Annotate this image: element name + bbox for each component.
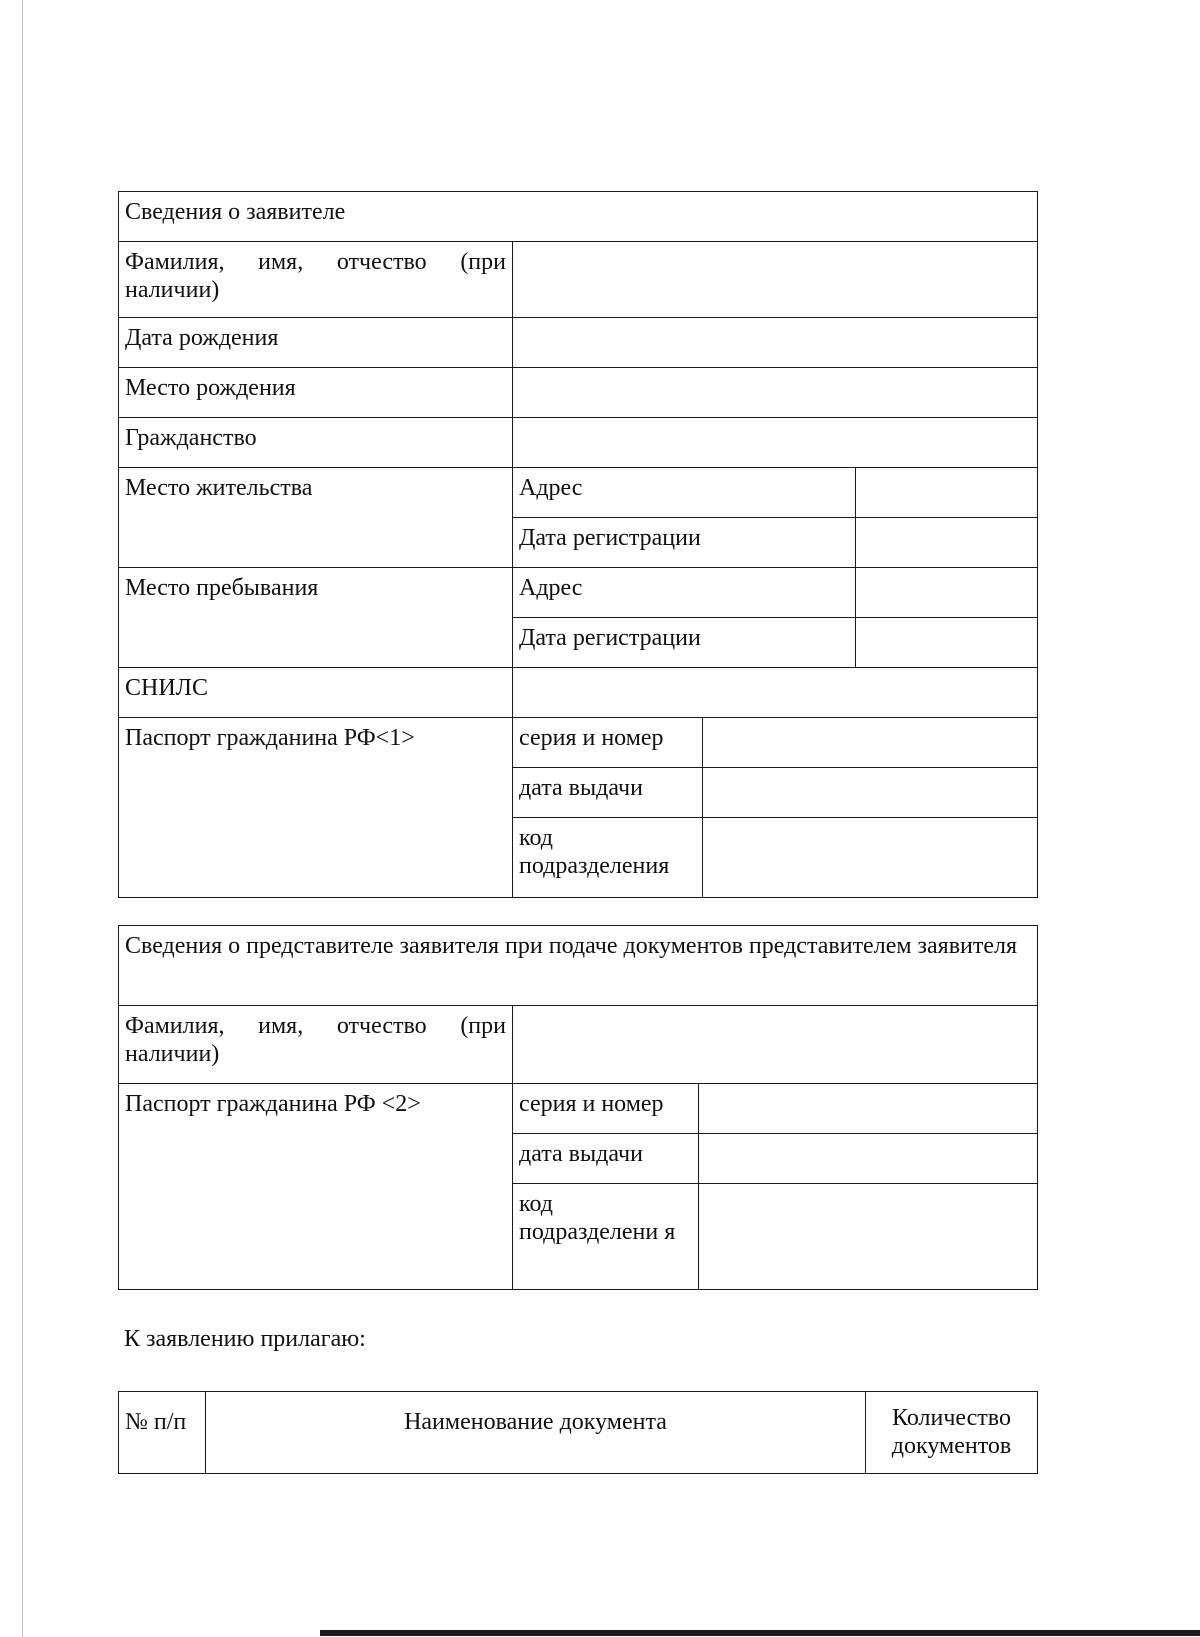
attachments-col-count: Количество документов xyxy=(866,1392,1038,1474)
residence-reg-date-label: Дата регистрации xyxy=(513,518,856,568)
applicant-info-table xyxy=(118,191,1038,898)
representative-section-title: Сведения о представителе заявителя при подаче документов представителем заявителя xyxy=(119,926,1038,1006)
residence-label: Место жительства xyxy=(119,468,513,568)
passport-issue-date-label: дата выдачи xyxy=(513,768,703,818)
page-edge-bottom xyxy=(320,1630,1200,1636)
passport-series-field[interactable] xyxy=(703,718,1038,768)
table-row xyxy=(119,668,1038,718)
representative-info-table xyxy=(118,925,1038,1290)
table-row xyxy=(119,1392,1038,1474)
attachments-table xyxy=(118,1391,1038,1474)
representative-passport-series-field[interactable] xyxy=(699,1084,1038,1134)
passport-code-field[interactable] xyxy=(703,818,1038,898)
birth-place-label: Место рождения xyxy=(119,368,513,418)
snils-field[interactable] xyxy=(513,668,1038,718)
table-row xyxy=(119,468,1038,518)
representative-passport-issue-date-field[interactable] xyxy=(699,1134,1038,1184)
representative-passport-code-field[interactable] xyxy=(699,1184,1038,1290)
page-edge-shadow xyxy=(22,0,23,1637)
representative-passport-issue-date-label: дата выдачи xyxy=(513,1134,699,1184)
attachments-col-number: № п/п xyxy=(119,1392,206,1474)
passport-issue-date-field[interactable] xyxy=(703,768,1038,818)
full-name-field[interactable] xyxy=(513,242,1038,318)
citizenship-field[interactable] xyxy=(513,418,1038,468)
passport-label: Паспорт гражданина РФ<1> xyxy=(119,718,513,898)
attachments-col-name: Наименование документа xyxy=(206,1392,866,1474)
stay-reg-date-field[interactable] xyxy=(856,618,1038,668)
table-row xyxy=(119,368,1038,418)
representative-passport-code-label: код подразделени я xyxy=(513,1184,699,1290)
residence-address-field[interactable] xyxy=(856,468,1038,518)
birth-date-field[interactable] xyxy=(513,318,1038,368)
residence-reg-date-field[interactable] xyxy=(856,518,1038,568)
table-row xyxy=(119,318,1038,368)
birth-place-field[interactable] xyxy=(513,368,1038,418)
snils-label: СНИЛС xyxy=(119,668,513,718)
citizenship-label: Гражданство xyxy=(119,418,513,468)
stay-reg-date-label: Дата регистрации xyxy=(513,618,856,668)
representative-passport-series-label: серия и номер xyxy=(513,1084,699,1134)
representative-full-name-label: Фамилия, имя, отчество (при наличии) xyxy=(119,1006,513,1084)
table-row xyxy=(119,242,1038,318)
table-row xyxy=(119,1084,1038,1134)
birth-date-label: Дата рождения xyxy=(119,318,513,368)
table-row xyxy=(119,418,1038,468)
representative-full-name-field[interactable] xyxy=(513,1006,1038,1084)
table-row xyxy=(119,568,1038,618)
stay-address-label: Адрес xyxy=(513,568,856,618)
passport-code-label: код подразделения xyxy=(513,818,703,898)
table-row xyxy=(119,1006,1038,1084)
residence-address-label: Адрес xyxy=(513,468,856,518)
table-row xyxy=(119,926,1038,1006)
applicant-section-title: Сведения о заявителе xyxy=(119,192,1038,242)
stay-address-field[interactable] xyxy=(856,568,1038,618)
table-row xyxy=(119,192,1038,242)
table-row xyxy=(119,718,1038,768)
full-name-label: Фамилия, имя, отчество (при наличии) xyxy=(119,242,513,318)
representative-passport-label: Паспорт гражданина РФ <2> xyxy=(119,1084,513,1290)
stay-label: Место пребывания xyxy=(119,568,513,668)
attachments-intro: К заявлению прилагаю: xyxy=(124,1326,366,1352)
passport-series-label: серия и номер xyxy=(513,718,703,768)
